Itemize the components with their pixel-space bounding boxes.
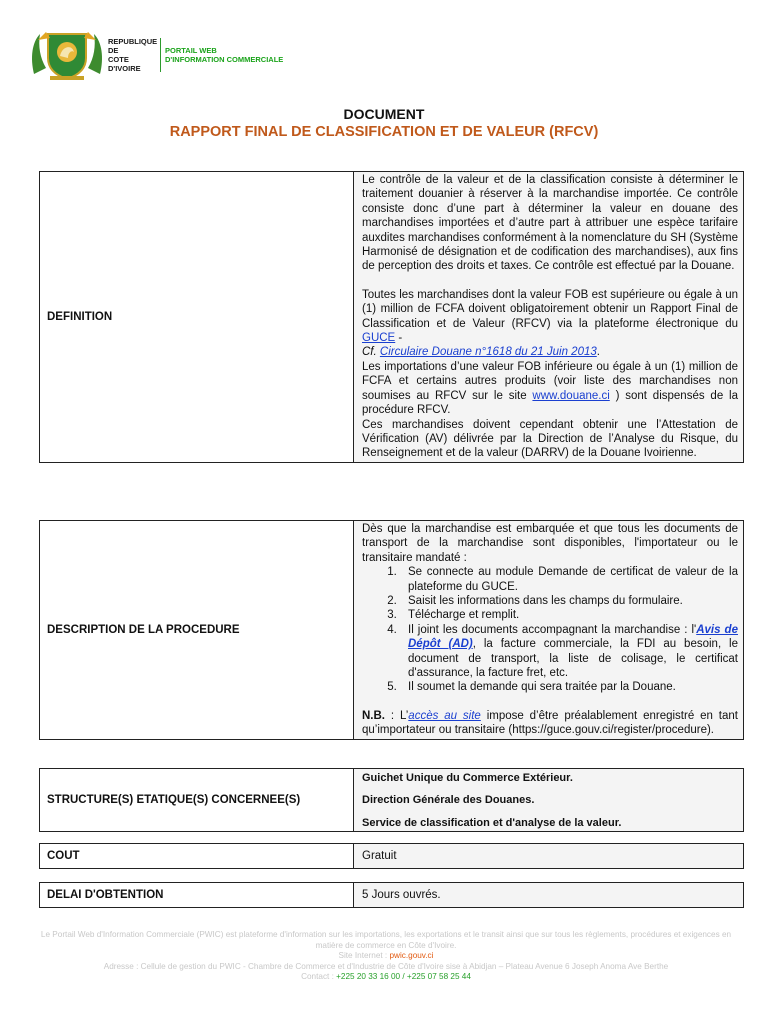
document-type-title: DOCUMENT [343, 106, 425, 122]
portal-label [165, 46, 283, 64]
document-main-title: RAPPORT FINAL DE CLASSIFICATION ET DE VALEUR (RFCV) [169, 124, 599, 140]
republic-label [108, 37, 156, 73]
procedure-step-2: 2. Saisit les informations dans les champs du formulaire. [400, 594, 738, 608]
structures-content [354, 769, 744, 832]
structure-item: Service de classification et d'analyse de la valeur. [362, 816, 622, 829]
structure-item: Direction Générale des Douanes. [362, 794, 535, 807]
header-divider [160, 38, 161, 72]
cout-table [39, 843, 744, 869]
cout-value: Gratuit [354, 844, 744, 869]
structures-label: STRUCTURE(S) ETATIQUE(S) CONCERNEE(S) [40, 769, 354, 832]
definition-content [354, 172, 744, 463]
coat-of-arms-icon [28, 28, 106, 82]
procedure-step-1: 1. Se connecte au module Demande de certificat de valeur de la plateforme du GUCE. [400, 565, 738, 594]
page-footer [30, 930, 742, 983]
republic-line-2: COTE D'IVOIRE [108, 55, 141, 73]
cout-label: COUT [40, 844, 354, 869]
guce-link[interactable]: GUCE [362, 332, 396, 345]
delai-label: DELAI D'OBTENTION [40, 883, 354, 908]
procedure-label: DESCRIPTION DE LA PROCEDURE [40, 521, 354, 740]
structure-item: Guichet Unique du Commerce Extérieur. [362, 772, 573, 784]
acces-site-link[interactable]: accès au site [408, 709, 481, 722]
page-header [28, 28, 283, 82]
structures-table [39, 768, 744, 832]
procedure-content [354, 521, 744, 740]
delai-value: 5 Jours ouvrés. [354, 883, 744, 908]
circulaire-link[interactable]: Circulaire Douane n°1618 du 21 Juin 2013 [379, 346, 597, 359]
procedure-step-3: 3. Télécharge et remplit. [400, 608, 738, 622]
definition-label: DEFINITION [40, 172, 354, 463]
procedure-steps [362, 565, 738, 695]
procedure-step-5: 5. Il soumet la demande qui sera traitée par la Douane. [400, 680, 738, 694]
portal-line-1: PORTAIL WEB [165, 46, 217, 55]
procedure-step-4: 4. Il joint les documents accompagnant la marchandise : l'Avis de Dépôt (AD), la facture commerciale, la FDI au besoin, le document de transport, la liste de colisage, le certificat d'assurance, la facture fret, etc. [400, 623, 738, 681]
procedure-note: N.B. : L’accès au site impose d’être préalablement enregistré en tant qu’importateur ou transitaire (https://guce.gouv.ci/register/procedure). [362, 709, 738, 737]
footer-contact: Contact : +225 20 33 16 00 / +225 07 58 25 44 [301, 972, 471, 982]
procedure-table [39, 520, 744, 740]
definition-paragraph-4: Ces marchandises doivent cependant obtenir une l’Attestation de Vérification (AV) délivrée par la Direction de l’Analyse du Risque, du Renseignement et de la valeur (DARRV) de la Douane Ivoirienne. [362, 418, 738, 460]
delai-table [39, 882, 744, 908]
procedure-intro: Dès que la marchandise est embarquée et que tous les documents de transport de la marchandise sont disponibles, l'importateur ou le transitaire mandaté : [362, 523, 738, 564]
footer-contact-value: +225 20 33 16 00 / +225 07 58 25 44 [336, 972, 471, 982]
definition-paragraph-3: Les importations d’une valeur FOB inférieure ou égale à un (1) million de FCFA et certains autres produits (voir liste des marchandises non soumises au RFCV sur le site www.douane.ci ) sont dispensés de la procédure RFCV. [362, 360, 738, 417]
definition-paragraph-1: Le contrôle de la valeur et de la classification consiste à déterminer le traitement douanier à réserver à la marchandise importée. Ce contrôle consiste donc d’une part à déterminer la valeur en douane des marchandises importées et d’autre part à attribuer une espèce tarifaire auxdites marchandises conformément à la nomenclature du SH (Système Harmonisé de désignation et de codification des marchandises), aux fins de perception des droits et taxes. Ce contrôle est effectué par la Douane. [362, 174, 738, 273]
footer-site: Site Internet : pwic.gouv.ci [338, 951, 434, 961]
footer-description: Le Portail Web d'Information Commerciale (PWIC) est plateforme d'information sur les importations, les exportations et le transit ainsi que sur tous les règlements, procédures et exigences en matière de commerce en Côte d'Ivoire. [40, 930, 732, 950]
definition-table [39, 171, 744, 463]
portal-line-2: D'INFORMATION COMMERCIALE [165, 55, 284, 64]
definition-paragraph-2: Toutes les marchandises dont la valeur FOB est supérieure ou égale à un (1) million de FCFA doivent obligatoirement obtenir un Rapport Final de Classification et de Valeur (RFCV) via la plateforme électronique du GUCE - Cf. Circulaire Douane n°1618 du 21 Juin 2013. [362, 288, 738, 359]
douane-site-link[interactable]: www.douane.ci [532, 389, 610, 402]
republic-line-1: REPUBLIQUE DE [108, 37, 158, 55]
avis-de-depot-link[interactable]: Avis de Dépôt (AD) [408, 623, 738, 651]
footer-address: Adresse : Cellule de gestion du PWIC - Chambre de Commerce et d'Industrie de Côte d'Ivoire sise à Abidjan – Plateau Avenue 6 Joseph Anoma Ave Berthe [103, 961, 669, 971]
footer-site-link[interactable]: pwic.gouv.ci [389, 951, 434, 961]
